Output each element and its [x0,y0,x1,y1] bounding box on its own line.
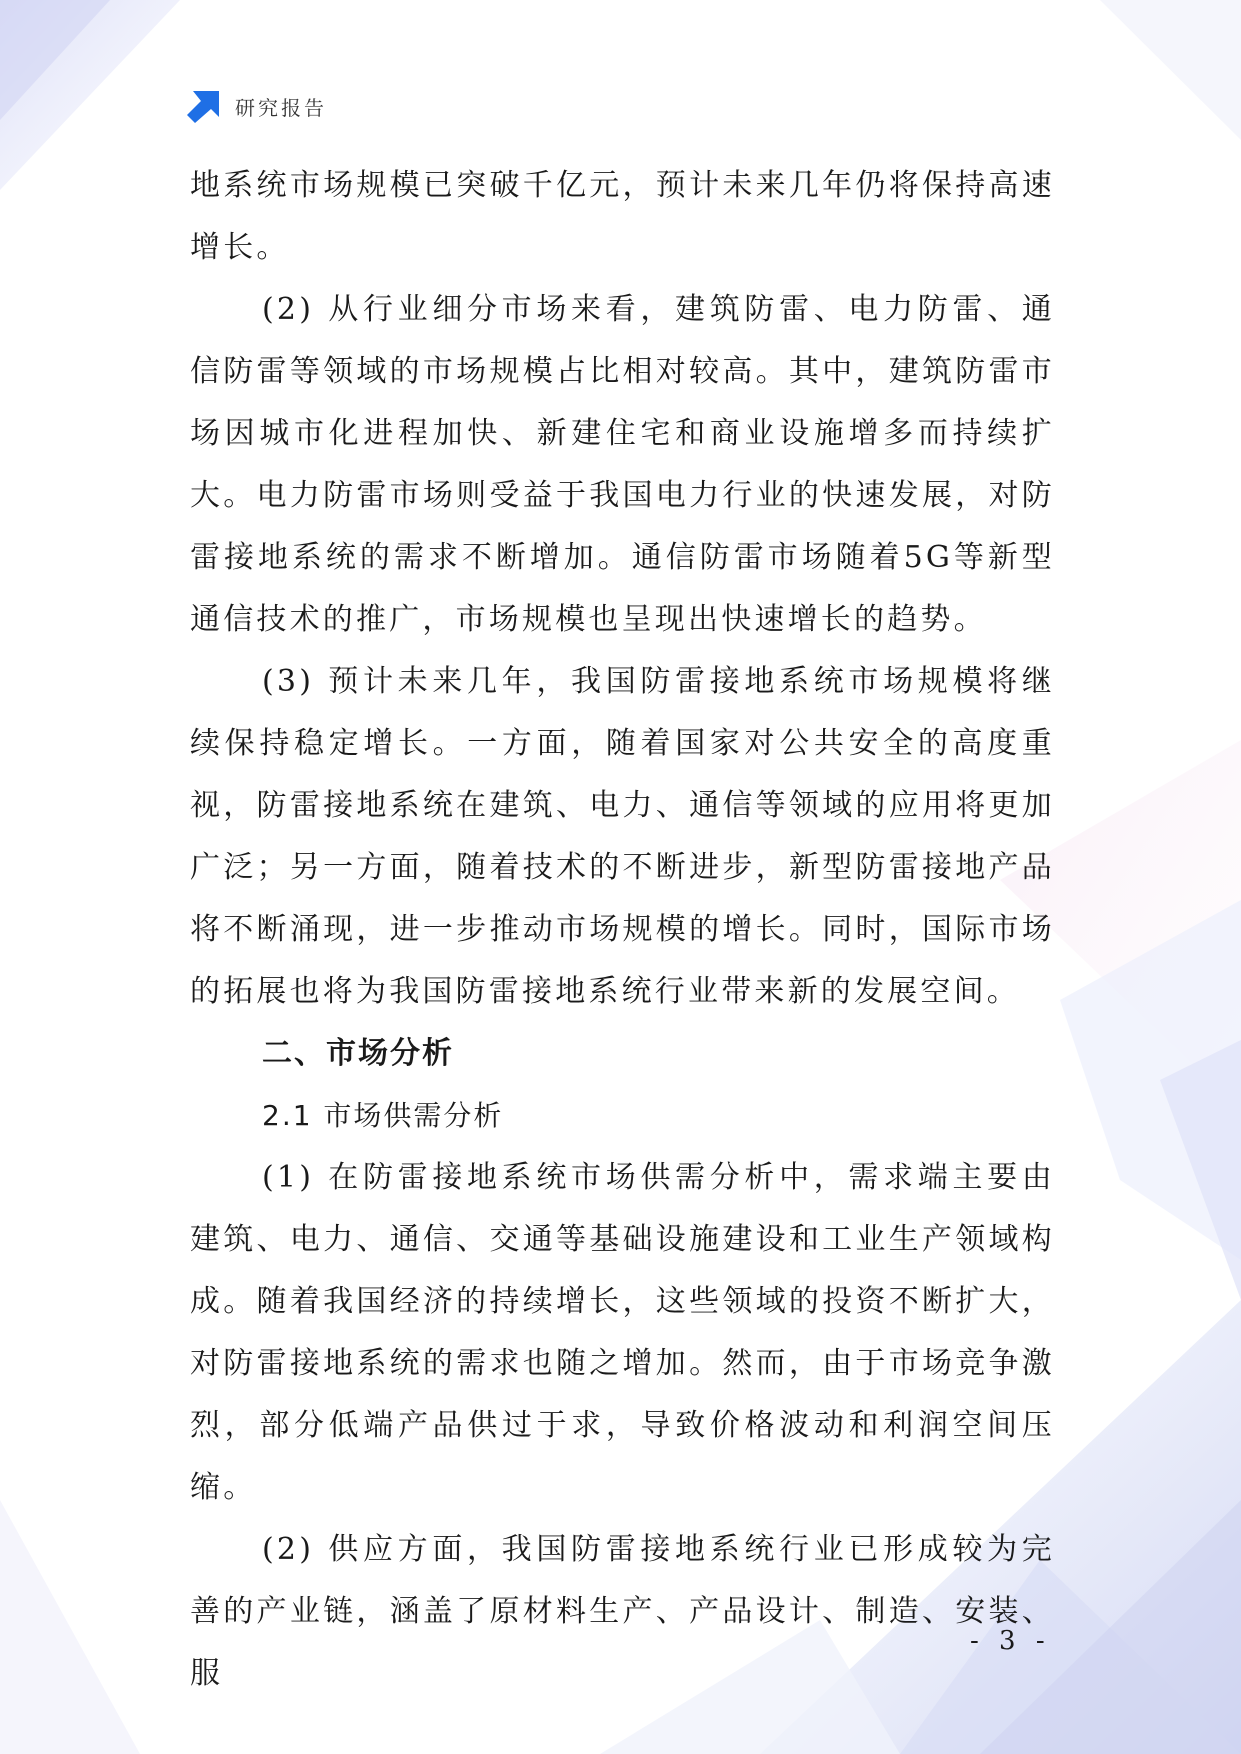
paragraph-4: (1) 在防雷接地系统市场供需分析中，需求端主要由建筑、电力、通信、交通等基础设施建设和工业生产领域构成。随着我国经济的持续增长，这些领域的投资不断扩大，对防雷接地系统的需求也随之增加。然而，由于市场竞争激烈，部分低端产品供过于求，导致价格波动和利润空间压缩。 [190,1160,1055,1505]
subsection-heading: 2.1 市场供需分析 [262,1099,504,1132]
paragraph-3: (3) 预计未来几年，我国防雷接地系统市场规模将继续保持稳定增长。一方面，随着国家对公共安全的高度重视，防雷接地系统在建筑、电力、通信等领域的应用将更加广泛；另一方面，随着技术的不断进步，新型防雷接地产品将不断涌现，进一步推动市场规模的增长。同时，国际市场的拓展也将为我国防雷接地系统行业带来新的发展空间。 [190,664,1055,1009]
paragraph-2: (2) 从行业细分市场来看，建筑防雷、电力防雷、通信防雷等领域的市场规模占比相对较高。其中，建筑防雷市场因城市化进程加快、新建住宅和商业设施增多而持续扩大。电力防雷市场则受益于我国电力行业的快速发展，对防雷接地系统的需求不断增加。通信防雷市场随着5G等新型通信技术的推广，市场规模也呈现出快速增长的趋势。 [190,292,1055,637]
arrow-up-right-icon [187,89,221,123]
header-label: 研究报告 [235,95,327,120]
paragraph-1: 地系统市场规模已突破千亿元，预计未来几年仍将保持高速增长。 [190,168,1055,265]
report-header [187,88,327,124]
page-number: - 3 - [970,1626,1051,1656]
paragraph-5: (2) 供应方面，我国防雷接地系统行业已形成较为完善的产业链，涵盖了原材料生产、产品设计、制造、安装、服 [190,1532,1055,1691]
section-heading: 二、市场分析 [262,1036,454,1071]
document-body [190,155,1055,1705]
